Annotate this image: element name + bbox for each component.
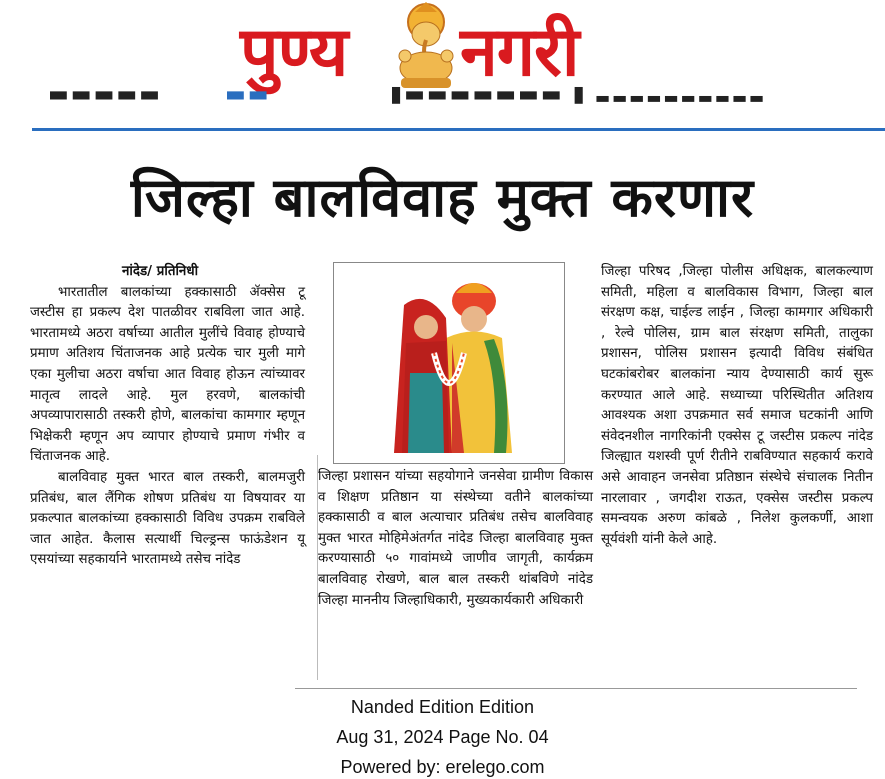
masthead — [0, 0, 885, 128]
article-paragraph: जिल्हा परिषद ,जिल्हा पोलीस अधिक्षक, बालकल्याण समिती, महिला व बालविकास विभाग, जिल्हा बाल संरक्षण कक्ष, चाईल्ड लाईन , जिल्हा कामगार अधिकारी , रेल्वे पोलिस, ग्राम बाल संरक्षण समिती, तालुका प्रशासन, पोलिस प्रशासन इत्यादी विविध संबंधित घटकांबरोबर बालकांना न्याय देण्यासाठी कार्य सुरू करण्यात आले आहे. सध्याच्या परिस्थितीत अतिशय आवश्यक अशा उपक्रमात सर्व समाज घटकांनी आणि संवेदनशील नागरिकांनी एक्सेस टू जस्टीस प्रकल्प नांदेड जिल्ह्यात यशस्वी पूर्ण रीतीने राबविण्यात सहकार्य करावे असे आवाहन जनसेवा प्रतिष्ठान संस्थेचे संचालक नितीन नारलावार , जगदीश राऊत, एक्सेस जस्टीस प्रकल्प समन्वयक अरुण कांबळे , निलेश कुलकर्णी, आशा सूर्यवंशी यांनी केले आहे. — [601, 264, 873, 547]
article-paragraph: भारतातील बालकांच्या हक्कासाठी ॲक्सेस टू जस्टीस हा प्रकल्प देश पातळीवर राबविला जात आहे. भारतामध्ये अठरा वर्षाच्या आतील मुलींचे विवाह होण्याचे प्रमाण अतिशय चिंताजनक आहे प्रत्येक चार मुली मागे एका मुलीचा अठरा वर्षाचा आत विवाह होऊन त्यांच्यावर मातृत्व लादले आहे. मुल हरवणे, बालकांची अपव्यापारासाठी तस्करी होणे, बालकांचा कामगार म्हणून भिक्षेकरी म्हणून अप व्यापार होण्याचे प्रमाण गंभीर व चिंताजनक आहे. — [30, 284, 305, 465]
masthead-name-left: पुण्य — [240, 13, 348, 92]
wedding-couple-illustration — [333, 262, 565, 464]
article-column-1 — [30, 262, 305, 571]
masthead-name-right: नगरी — [460, 13, 579, 92]
wedding-couple-icon — [334, 263, 564, 463]
footer-divider — [295, 688, 857, 689]
article-paragraph: जिल्हा प्रशासन यांच्या सहयोगाने जनसेवा ग्रामीण विकास व शिक्षण प्रतिष्ठान या संस्थेच्या वतीने बालकांच्या हक्कासाठी व बाल अत्याचार प्रतिबंध तसेच बालविवाह मुक्त भारत मोहिमेअंतर्गत नांदेड जिल्हा बालविवाह मुक्त करण्यासाठी ५० गावांमध्ये जाणीव जागृती, कार्यक्रम बालविवाह रोखणे, बाल बाल तस्करी थांबविणे नांदेड जिल्हा माननीय जिल्हाधिकारी, मुख्यकार्यकारी अधिकारी — [318, 469, 593, 608]
ganesha-logo-icon — [385, 0, 467, 92]
article-column-2 — [318, 467, 593, 611]
headline: जिल्हा बालविवाह मुक्त करणार — [130, 166, 755, 229]
dateline: नांदेड/ प्रतिनिधी — [122, 264, 199, 279]
article-paragraph: बालविवाह मुक्त भारत बाल तस्करी, बालमजुरी प्रतिबंध, बाल लैंगिक शोषण प्रतिबंध या विषयावर या प्रकल्पात बालकांच्या हक्कासाठी विविध उपक्रम राबविले जात आहेत. कैलास सत्यार्थी चिल्ड्रन्स फाऊंडेशन यू एसयांच्या सहकार्याने भारतामध्ये तसेच नांदेड — [30, 469, 305, 568]
footer-edition: Nanded Edition Edition — [350, 697, 535, 717]
masthead-rule — [32, 128, 885, 131]
footer-powered-by: Powered by: erelego.com — [340, 757, 545, 777]
article-column-3 — [601, 262, 873, 550]
masthead-cut-strip: ▬▬▬▬▬ ▬▬ ▮▬▬▬▬▬▬▬ ▮ ▬▬▬▬▬▬▬▬▬▬ — [48, 82, 767, 107]
footer-date-page: Aug 31, 2024 Page No. 04 — [336, 727, 549, 747]
